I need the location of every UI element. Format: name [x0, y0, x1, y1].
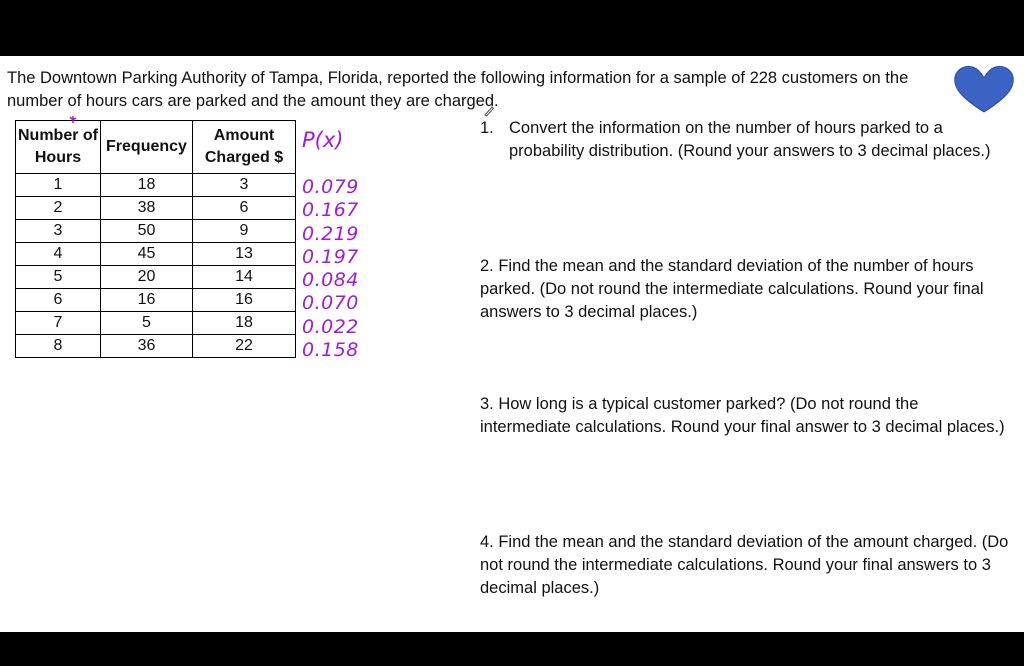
cell-hours: 5	[16, 266, 101, 289]
handwritten-tick-mark	[68, 115, 78, 125]
header-hours: Number of Hours	[16, 121, 101, 174]
question-1	[480, 117, 1010, 163]
handwritten-px-header: P(x)	[302, 128, 344, 152]
table-row	[16, 220, 296, 243]
table-row	[16, 289, 296, 312]
cell-hours: 4	[16, 243, 101, 266]
cell-hours: 8	[16, 335, 101, 358]
cell-frequency: 5	[101, 312, 193, 335]
question-3: 3. How long is a typical customer parked? (Do not round the intermediate calculations. Round your final answer to 3 decimal places.)	[480, 395, 1005, 436]
question-2: 2. Find the mean and the standard deviation of the number of hours parked. (Do not round the intermediate calculations. Round your final answers to 3 decimal places.)	[480, 257, 984, 321]
pen-cursor-icon	[483, 105, 495, 117]
cell-frequency: 45	[101, 243, 193, 266]
handwritten-px-value: 0.070	[302, 292, 359, 315]
cell-amount: 22	[193, 335, 296, 358]
cell-frequency: 50	[101, 220, 193, 243]
cell-amount: 16	[193, 289, 296, 312]
handwritten-px-value: 0.197	[302, 245, 359, 268]
cell-amount: 18	[193, 312, 296, 335]
cell-amount: 6	[193, 197, 296, 220]
table-row	[16, 243, 296, 266]
heart-icon	[952, 64, 1016, 114]
document-page	[0, 56, 1024, 632]
table-row	[16, 312, 296, 335]
cell-hours: 3	[16, 220, 101, 243]
parking-data-table	[15, 120, 296, 358]
cell-hours: 1	[16, 174, 101, 197]
intro-text: The Downtown Parking Authority of Tampa, Florida, reported the following information for a sample of 228 customers on the number of hours cars are parked and the amount they are charged.	[7, 69, 909, 110]
handwritten-probability-column	[302, 128, 359, 362]
cell-hours: 7	[16, 312, 101, 335]
table-row	[16, 266, 296, 289]
cell-hours: 6	[16, 289, 101, 312]
handwritten-px-value: 0.219	[302, 222, 359, 245]
handwritten-px-value: 0.022	[302, 315, 359, 338]
handwritten-px-value: 0.079	[302, 176, 359, 198]
handwritten-px-value: 0.158	[302, 339, 359, 362]
table-row	[16, 335, 296, 358]
cell-frequency: 18	[101, 174, 193, 197]
header-frequency: Frequency	[101, 121, 193, 174]
header-amount: Amount Charged $	[193, 121, 296, 174]
table-row	[16, 174, 296, 197]
handwritten-px-value: 0.167	[302, 199, 359, 222]
cell-frequency: 20	[101, 266, 193, 289]
table-header-row	[16, 121, 296, 174]
table-row	[16, 197, 296, 220]
question-1-text: Convert the information on the number of hours parked to a probability distribution. (Round your answers to 3 decimal places.)	[509, 119, 991, 160]
cell-hours: 2	[16, 197, 101, 220]
question-4: 4. Find the mean and the standard deviation of the amount charged. (Do not round the intermediate calculations. Round your final answers to 3 decimal places.)	[480, 533, 1009, 597]
cell-amount: 3	[193, 174, 296, 197]
cell-amount: 13	[193, 243, 296, 266]
handwritten-px-value: 0.084	[302, 269, 359, 292]
question-1-number: 1.	[480, 119, 494, 137]
cell-frequency: 38	[101, 197, 193, 220]
cell-amount: 9	[193, 220, 296, 243]
cell-frequency: 16	[101, 289, 193, 312]
cell-frequency: 36	[101, 335, 193, 358]
cell-amount: 14	[193, 266, 296, 289]
